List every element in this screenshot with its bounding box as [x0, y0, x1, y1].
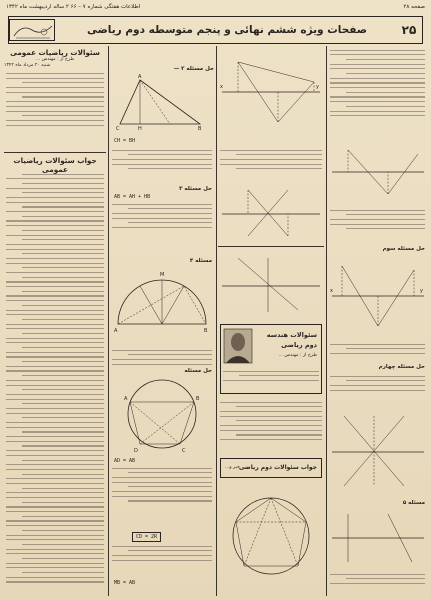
svg-text:y: y: [420, 288, 423, 294]
running-head-right: اطلاعات هفتگی شماره ۷ – ۶۶ ۲ ساله اردیبهشت ماه ۱۳۴۲: [6, 4, 141, 10]
projection-figure-2: [218, 184, 324, 244]
column-rule: [216, 46, 217, 596]
svg-text:y: y: [316, 84, 319, 90]
svg-text:C: C: [182, 448, 186, 454]
page-number: ۲۵: [401, 23, 417, 37]
eq-4: CD = 2R: [132, 532, 161, 542]
svg-text:x: x: [220, 84, 223, 90]
svg-text:A: A: [114, 328, 118, 334]
left-sub-1: طرح از : مهندس ...: [35, 57, 75, 62]
projection-figure-1: [218, 52, 324, 142]
eq-5: MB = AB: [114, 580, 136, 586]
geometry-box-title: سئوالات هندسه: [266, 331, 317, 339]
svg-text:B: B: [198, 126, 202, 132]
left-text-block-1: [4, 73, 106, 126]
column-rule: [108, 46, 109, 596]
page-banner: [8, 16, 423, 44]
answers-box-tag: جبر و...: [225, 465, 240, 470]
answers-box: [220, 458, 322, 478]
problem-4-label: حل مسئله: [184, 368, 212, 374]
left-answer-block: [4, 170, 106, 583]
svg-text:x: x: [330, 288, 333, 294]
column-rule: [326, 46, 327, 596]
problem-2-label: حل مسئله ۳: [179, 186, 212, 192]
right-figure-4: [328, 508, 427, 568]
center-right-column: [218, 46, 324, 596]
right-figure-3: [328, 406, 427, 496]
svg-text:A: A: [124, 396, 128, 402]
problem-a-label: حل مسئله سوم: [382, 246, 425, 252]
center-left-column: [110, 46, 214, 596]
svg-text:B: B: [196, 396, 200, 402]
svg-text:D: D: [134, 448, 138, 454]
author-photo: [224, 329, 252, 363]
problem-1-label: حل مسئله ۲ —: [173, 66, 214, 72]
running-head: [6, 4, 425, 14]
right-figure-2: [328, 256, 427, 336]
geometry-questions-box: [220, 324, 322, 394]
geometry-box-author: طرح از : مهندس ...: [278, 353, 317, 358]
note-label: مسئله ۵: [402, 500, 425, 506]
svg-text:B: B: [204, 328, 208, 334]
left-heading-2: جواب سئوالات ریاضیات عمومی: [13, 156, 97, 174]
banner-title: صفحات ویژه ششم نهائی و پنجم متوسطه دوم ریاضی: [87, 24, 367, 36]
projection-figure-3: [218, 250, 324, 320]
semicircle-figure: [110, 264, 214, 344]
left-heading-1: سئوالات ریاضیات عمومی: [10, 48, 100, 57]
left-column: [4, 46, 106, 596]
right-figure-1: [328, 142, 427, 202]
problem-3-label: مسئله ۴: [189, 258, 212, 264]
answers-box-title: جواب سئوالات دوم ریاضی: [238, 464, 317, 471]
problem-b-label: حل مسئله چهارم: [378, 364, 425, 370]
date-note: شنبه ۲۰ مرداد ماه ۱۳۴۲: [4, 63, 51, 69]
circle-figure: [110, 374, 214, 454]
section-logo: [9, 19, 55, 41]
eq-1: CH = BH: [114, 138, 136, 144]
svg-text:A: A: [138, 74, 142, 80]
octagon-circle-figure: [218, 486, 324, 586]
svg-text:H: H: [138, 126, 142, 132]
eq-3: AD = AB: [114, 458, 136, 464]
eq-2: AB = AH + HB: [114, 194, 151, 200]
svg-text:M: M: [160, 272, 165, 278]
right-column: [328, 46, 427, 596]
geometry-box-subtitle: دوم ریاضی: [281, 341, 317, 349]
svg-text:C: C: [116, 126, 120, 132]
running-head-left: صفحه ۲۸: [403, 4, 425, 10]
triangle-figure: [110, 74, 214, 134]
